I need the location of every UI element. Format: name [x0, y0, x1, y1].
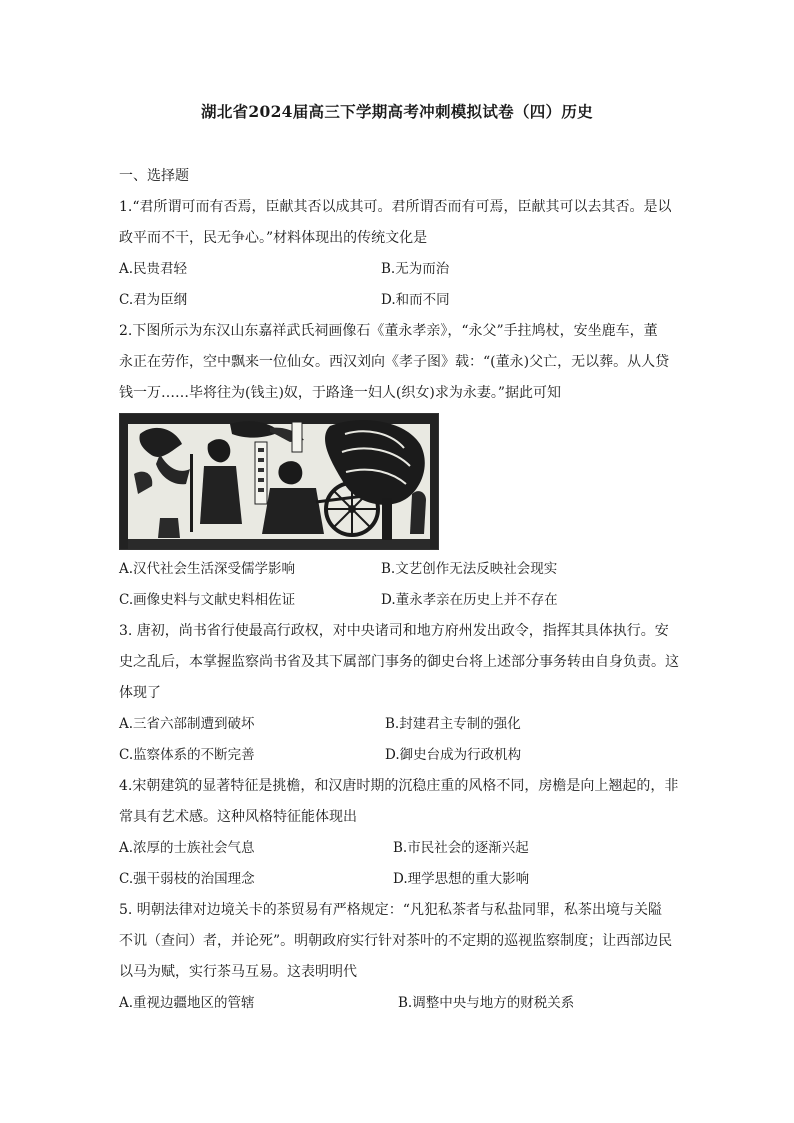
- question-3-stem-line-3: 体现了: [119, 685, 161, 701]
- question-1-stem-line-1: 1.“君所谓可而有否焉，臣献其否以成其可。君所谓否而有可焉，臣献其可以去其否。是以: [119, 199, 672, 215]
- question-5-option-a: A.重视边疆地区的管辖: [119, 995, 255, 1011]
- question-4-stem-line-1: 4.宋朝建筑的显著特征是挑檐，和汉唐时期的沉稳庄重的风格不同，房檐是向上翘起的，非: [119, 778, 679, 794]
- stone-relief-figure: [119, 413, 439, 550]
- question-2-option-c: C.画像史料与文献史料相佐证: [119, 592, 296, 608]
- question-1-stem-line-2: 政平而不干，民无争心。”材料体现出的传统文化是: [119, 230, 428, 246]
- question-2-stem-line-2: 永正在劳作，空中飘来一位仙女。西汉刘向《孝子图》载：“(董永)父亡，无以葬。从人贷: [119, 354, 670, 370]
- question-2-stem-line-1: 2.下图所示为东汉山东嘉祥武氏祠画像石《董永孝亲》，“永父”手拄鸠杖，安坐鹿车，董: [119, 323, 658, 339]
- page-title: 湖北省2024届高三下学期高考冲刺模拟试卷（四）历史: [201, 102, 593, 121]
- question-1-option-b: B.无为而治: [381, 261, 450, 277]
- section-heading: 一、选择题: [119, 168, 189, 184]
- question-3-stem-line-1: 3. 唐初，尚书省行使最高行政权，对中央诸司和地方府州发出政令，指挥其具体执行。安: [119, 623, 669, 639]
- question-3-stem-line-2: 史之乱后，本掌握监察尚书省及其下属部门事务的御史台将上述部分事务转由自身负责。这: [119, 654, 679, 670]
- question-2-stem-line-3: 钱一万……毕将往为(钱主)奴，于路逢一妇人(织女)求为永妻。”据此可知: [119, 385, 562, 401]
- question-1-option-a: A.民贵君轻: [119, 261, 188, 277]
- question-4-stem-line-2: 常具有艺术感。这种风格特征能体现出: [119, 809, 357, 825]
- question-2-option-b: B.文艺创作无法反映社会现实: [381, 561, 558, 577]
- question-2-option-a: A.汉代社会生活深受儒学影响: [119, 561, 296, 577]
- question-5-option-b: B.调整中央与地方的财税关系: [398, 995, 575, 1011]
- stone-relief-image: [120, 414, 438, 549]
- question-5-stem-line-1: 5. 明朝法律对边境关卡的茶贸易有严格规定：“凡犯私茶者与私盐同罪，私茶出境与关隘: [119, 902, 662, 918]
- question-4-option-a: A.浓厚的士族社会气息: [119, 840, 255, 856]
- question-3-option-b: B.封建君主专制的强化: [385, 716, 521, 732]
- question-2-option-d: D.董永孝亲在历史上并不存在: [381, 592, 558, 608]
- question-4-option-b: B.市民社会的逐渐兴起: [393, 840, 529, 856]
- question-3-option-c: C.监察体系的不断完善: [119, 747, 255, 763]
- question-5-stem-line-2: 不讥（查问）者，并论死”。明朝政府实行针对茶叶的不定期的巡视监察制度；让西部边民: [119, 933, 673, 949]
- question-4-option-d: D.理学思想的重大影响: [393, 871, 530, 887]
- question-1-option-d: D.和而不同: [381, 292, 450, 308]
- question-3-option-a: A.三省六部制遭到破坏: [119, 716, 255, 732]
- question-1-option-c: C.君为臣纲: [119, 292, 188, 308]
- question-5-stem-line-3: 以马为赋，实行茶马互易。这表明明代: [119, 964, 357, 980]
- question-4-option-c: C.强干弱枝的治国理念: [119, 871, 255, 887]
- question-3-option-d: D.御史台成为行政机构: [385, 747, 522, 763]
